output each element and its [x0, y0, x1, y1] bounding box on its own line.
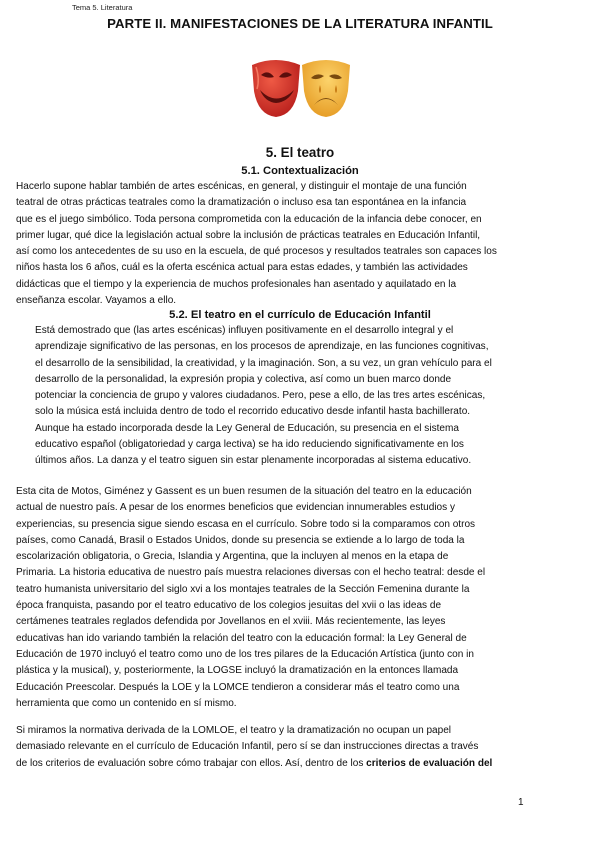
- text-line: últimos años. La danza y el teatro siguen sin estar plenamente incorporadas al sistema educativo.: [35, 455, 472, 467]
- section-title: 5. El teatro: [265, 145, 335, 160]
- text-line: así como los antecedentes de su uso en la escuela, de qué procesos y resultados teatrales son capaces los: [16, 246, 497, 258]
- text-line: teatral de otras prácticas teatrales como la dramatización o incluso esa tan espontánea en la infancia: [16, 197, 467, 209]
- text-line-last: [16, 756, 492, 772]
- text-line: experiencias, su presencia sigue siendo escasa en el currículo. Sobre todo si la comparamos con otros: [16, 518, 476, 530]
- text-line: demasiado relevante en el currículo de Educación Infantil, pero sí se dan instrucciones directas a través: [16, 741, 479, 753]
- text-line: solo la música está incluida dentro de todo el recorrido educativo desde infantil hasta bachillerato.: [35, 406, 471, 418]
- text-line: actual de nuestro país. A pesar de los enormes beneficios que evidencian innumerables estudios y: [16, 502, 455, 514]
- text-line: que es el juego simbólico. Toda persona comprometida con la educación de la infancia debe conocer, en: [16, 213, 482, 225]
- comedy-mask-icon: [252, 60, 300, 117]
- text-line: niños hasta los 6 años, cuál es la oferta escénica actual para estas edades, y también las actividades: [16, 262, 468, 274]
- text-line: plástica y la musical), y, posteriormente, la LOGSE incluyó la dramatización en la entonces llamada: [16, 665, 459, 677]
- block-quote: [35, 323, 492, 470]
- text-line: desarrollo de la personalidad, la expresión propia y colectiva, así como un buen marco donde: [35, 373, 452, 385]
- text-line: Primaria. La historia educativa de nuestro país muestra relaciones diversas con el hecho teatral: desde el: [16, 567, 486, 579]
- text-line: Educación Preescolar. Después la LOE y la LOMCE tendieron a considerar más el teatro como una: [16, 681, 460, 693]
- text-line: educativas han ido variando también la relación del teatro con la educación formal: la Ley General de: [16, 632, 467, 644]
- text-line: época franquista, pasando por el teatro educativo de los colegios jesuitas del xvii o las ideas de: [16, 600, 442, 612]
- theater-masks-icon: [248, 55, 354, 121]
- text-line: primer lugar, qué dice la legislación actual sobre la inclusión de prácticas teatrales en Educación Infantil,: [16, 229, 481, 241]
- text-run: de los criterios de evaluación sobre cómo trabajar con ellos. Así, dentro de los: [16, 757, 367, 769]
- text-line: educativo español (obligatoriedad y carga lectiva) se ha ido reduciendo significativamente en los: [35, 439, 464, 451]
- running-header: Tema 5. Literatura: [72, 3, 133, 12]
- bold-term-criterios: criterios de evaluación del: [366, 757, 493, 769]
- part-title: PARTE II. MANIFESTACIONES DE LA LITERATURA INFANTIL: [107, 16, 493, 31]
- text-line: escolarización obligatoria, o Grecia, Islandia y Argentina, que la incluyen al menos en la etapa de: [16, 551, 449, 563]
- text-line: Si miramos la normativa derivada de la LOMLOE, el teatro y la dramatización no ocupan un papel: [16, 725, 452, 736]
- text-line: Está demostrado que (las artes escénicas) influyen positivamente en el desarrollo integral y el: [35, 325, 454, 336]
- text-line: Aunque ha estado incorporada desde la Ley General de Educación, su presencia en el sistema: [35, 422, 459, 434]
- text-line: herramienta que como un contenido en sí mismo.: [16, 697, 237, 709]
- text-line: aprendizaje significativo de las personas, en los procesos de aprendizaje, en las funciones cognitivas,: [35, 341, 489, 353]
- text-line: teatro humanista universitario del siglo xvi a los montajes teatrales de la Sección Femenina durante la: [16, 583, 470, 595]
- tragedy-mask-icon: [302, 60, 350, 117]
- paragraph-motos-citation: [16, 484, 485, 712]
- subsection-title-curriculo: 5.2. El teatro en el currículo de Educación Infantil: [169, 309, 431, 321]
- text-line: países, como Canadá, Brasil o Estados Unidos, donde su presencia se extiende a lo largo de toda la: [16, 534, 465, 546]
- text-line: el desarrollo de la sensibilidad, la creatividad, y la imaginación. Son, a su vez, un gran vehículo para el: [35, 357, 492, 369]
- text-line: potenciar la conciencia de grupo y valores ciudadanos. Pero, pese a ello, de las tres artes escénicas,: [35, 390, 486, 402]
- text-line: didácticas que el tiempo y la experiencia de muchos profesionales han asentado y aquilatado en la: [16, 278, 457, 290]
- text-line: Hacerlo supone hablar también de artes escénicas, en general, y distinguir el montaje de una función: [16, 181, 467, 192]
- text-line: enseñanza escolar. Vayamos a ello.: [16, 295, 177, 307]
- subsection-title-contextualizacion: 5.1. Contextualización: [241, 165, 359, 177]
- text-line: Esta cita de Motos, Giménez y Gassent es un buen resumen de la situación del teatro en la educación: [16, 486, 472, 497]
- text-line: Educación de 1970 incluyó el teatro como uno de los tres pilares de la Educación Artística (junto con in: [16, 648, 474, 660]
- page-number: 1: [518, 797, 524, 808]
- text-line: certámenes teatrales reglados defendida por Jovellanos en el xviii. Más recientemente, las leyes: [16, 616, 446, 628]
- paragraph-intro: [16, 179, 497, 309]
- paragraph-lomloe: [16, 723, 492, 772]
